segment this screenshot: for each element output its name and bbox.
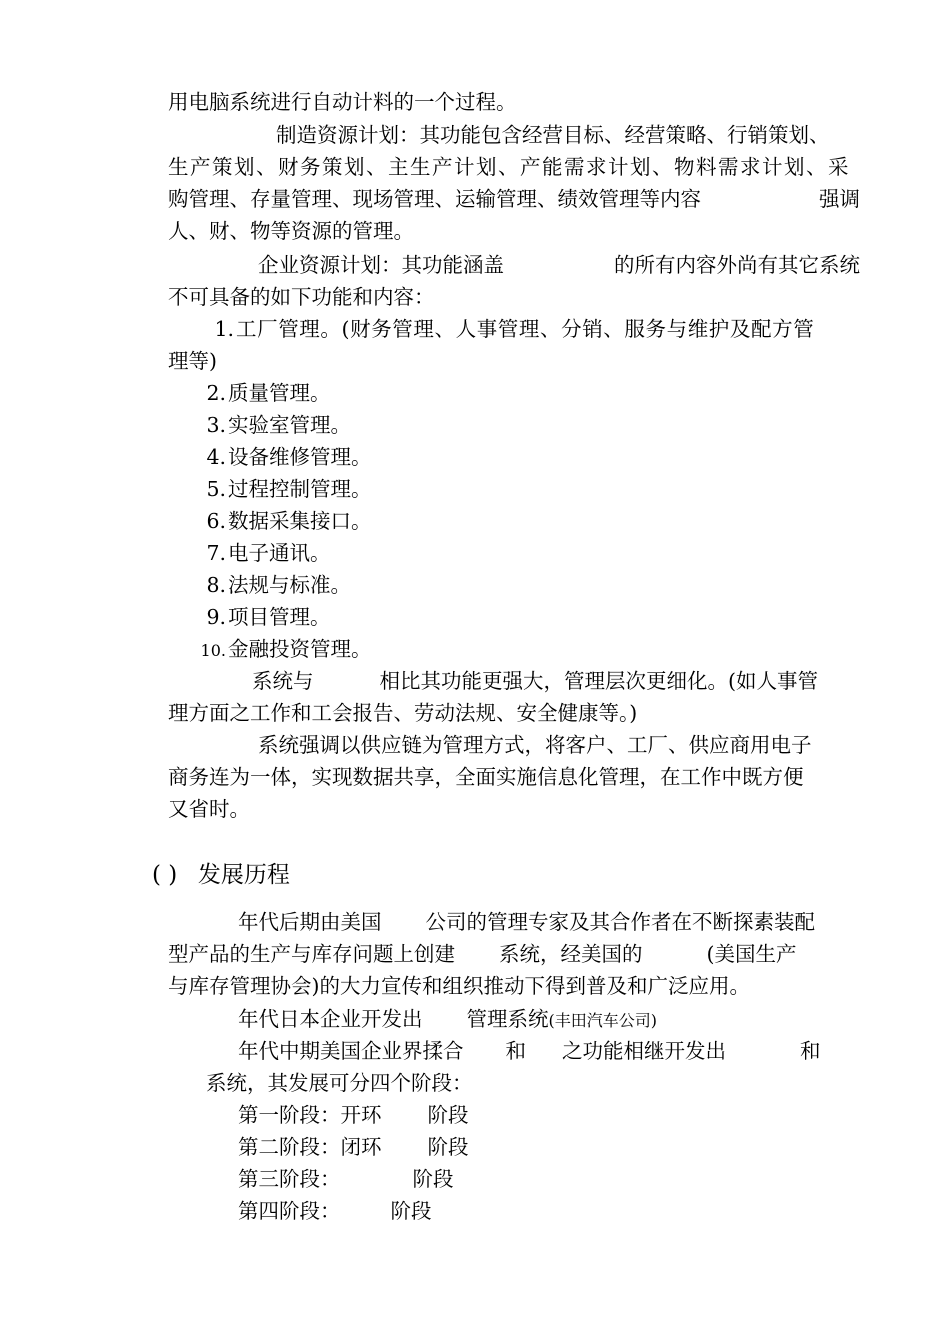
list-item: 6.数据采集接口。 <box>206 509 372 533</box>
mrp2-line-1: 制造资源计划：其功能包含经营目标、经营策略、行销策划、 <box>276 123 830 147</box>
history-line-1: 年代后期由美国 公司的管理专家及其合作者在不断探素装配 <box>238 910 815 934</box>
history-line-3: 与库存管理协会)的大力宣传和组织推动下得到普及和广泛应用。 <box>168 974 750 998</box>
list-item: 7.电子通讯。 <box>206 541 331 565</box>
stage-item: 第四阶段： 阶段 <box>238 1199 432 1223</box>
history-line-2: 型产品的生产与库存问题上创建 系统，经美国的 (美国生产 <box>168 942 797 966</box>
list-item: 8.法规与标准。 <box>206 573 351 597</box>
compare-line-1a: 系统与 <box>252 669 314 693</box>
compare-line-1b: 相比其功能更强大，管理层次更细化。(如人事管 <box>379 669 818 693</box>
history-line-4: 年代日本企业开发出 管理系统(丰田汽车公司) <box>238 1007 657 1031</box>
list-item-continuation: 理等) <box>168 349 217 373</box>
heading-title: 发展历程 <box>197 862 290 888</box>
list-item: 9.项目管理。 <box>206 605 331 629</box>
list-item: 5.过程控制管理。 <box>206 477 372 501</box>
list-item: 4.设备维修管理。 <box>206 445 372 469</box>
mrp2-line-3a: 购管理、存量管理、现场管理、运输管理、绩效管理等内容 <box>168 187 701 211</box>
mrp2-line-3b: 强调 <box>819 187 860 211</box>
mrp2-line-4: 人、财、物等资源的管理。 <box>168 219 414 243</box>
mrp2-line-2: 生产策划、财务策划、主生产计划、产能需求计划、物料需求计划、采 <box>168 155 850 179</box>
list-item: 1.工厂管理。(财务管理、人事管理、分销、服务与维护及配方管 <box>214 317 815 341</box>
compare-line-1 <box>252 665 860 697</box>
erp-line-1b: 的所有内容外尚有其它系统 <box>614 253 860 277</box>
erp-line-1 <box>258 249 860 281</box>
list-item: 10.金融投资管理。 <box>200 637 372 661</box>
erp-line-2: 不可具备的如下功能和内容： <box>168 285 435 309</box>
paragraph-line: 用电脑系统进行自动计料的一个过程。 <box>168 90 517 114</box>
history-line-5: 年代中期美国企业界揉合 和 之功能相继开发出 和 <box>238 1039 821 1063</box>
supply-line-1: 系统强调以供应链为管理方式，将客户、工厂、供应商用电子 <box>258 733 812 757</box>
supply-line-2: 商务连为一体，实现数据共享，全面实施信息化管理，在工作中既方便 <box>168 765 804 789</box>
compare-line-2: 理方面之工作和工会报告、劳动法规、安全健康等。) <box>168 701 638 725</box>
history-line-6: 系统，其发展可分四个阶段： <box>206 1071 473 1095</box>
erp-line-1a: 企业资源计划：其功能涵盖 <box>258 253 504 277</box>
stage-item: 第一阶段：开环 阶段 <box>238 1103 469 1127</box>
stage-item: 第二阶段：闭环 阶段 <box>238 1135 469 1159</box>
mrp2-line-3 <box>168 183 860 215</box>
list-item: 3.实验室管理。 <box>206 413 351 437</box>
section-heading <box>152 858 290 892</box>
list-item: 2.质量管理。 <box>206 381 331 405</box>
supply-line-3: 又省时。 <box>168 797 250 821</box>
heading-paren: ( ) <box>152 862 178 888</box>
stage-item: 第三阶段： 阶段 <box>238 1167 454 1191</box>
